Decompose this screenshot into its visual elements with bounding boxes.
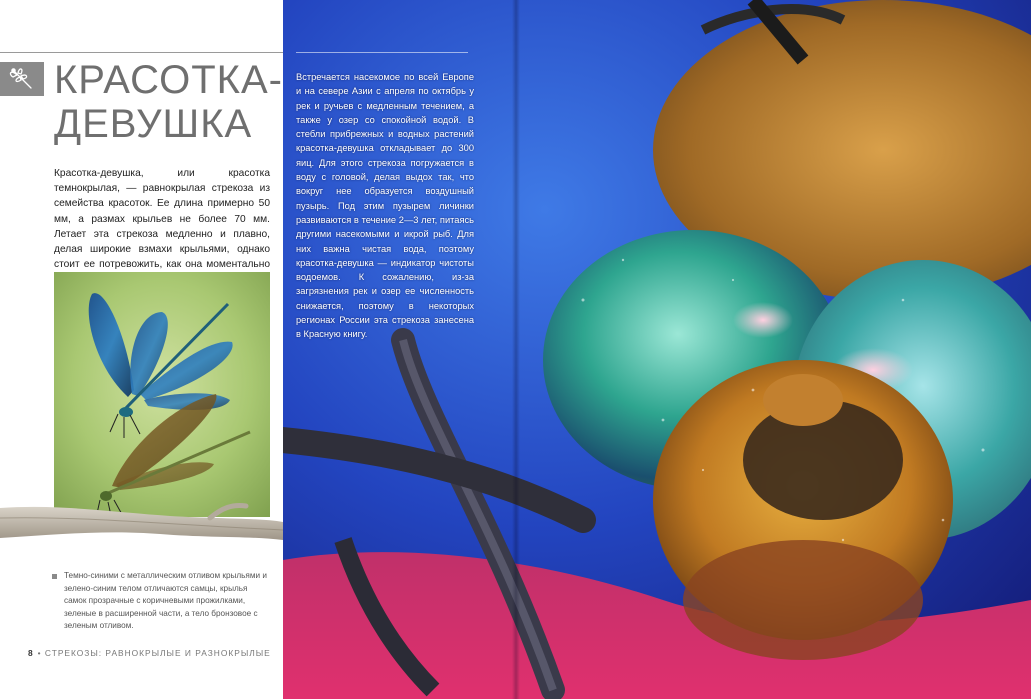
- page-number: 8: [28, 648, 34, 658]
- left-page: [0, 0, 283, 699]
- page-title: [54, 58, 283, 146]
- title-line-1: КРАСОТКА-: [54, 58, 283, 102]
- photo-caption: Темно-синими с металлическим отливом крыльями и зелено-синим телом отличаются самцы, крылья самок прозрачные с коричневыми прожилками, зеленые в расширенной части, а тело бронзовое с зеленым отливом.: [64, 571, 267, 631]
- spread-gutter: [512, 0, 520, 699]
- caption-bullet: [52, 574, 57, 579]
- intro-paragraph: Красотка-девушка, или красотка темнокрылая, — равнокрылая стрекоза из семейства красоток. Ее длина примерно 50 мм, а размах крыльев не более 70 мм. Летает эта стрекоза медленно и плавно, делая широкие взмахи крыльями, однако стоит ее потревожить, как она моментально: [54, 168, 270, 271]
- damselfly-photo: [0, 272, 283, 562]
- page-footer: [28, 648, 271, 658]
- column-rule: [296, 52, 468, 53]
- title-line-2: ДЕВУШКА: [54, 102, 253, 146]
- top-rule: [0, 52, 283, 53]
- dragonfly-icon: [7, 66, 37, 92]
- section-icon-box: [0, 62, 44, 96]
- body-paragraph: Встречается насекомое по всей Европе и на севере Азии с апреля по октябрь у рек и ручьев с медленным течением, а также у озер со спокойной водой. В стебли прибрежных и водных растений красотка-девушка откладывает до 300 яиц. Для этого стрекоза погружается в воду с головой, делая выдох так, что вокруг нее образуется воздушный пузырь. Под этим пузырем личинки развиваются в течение 2—3 лет, питаясь другими насекомыми и икрой рыб. Для них важна чистая вода, поэтому красотка-девушка — индикатор чистоты водоемов. К сожалению, из-за загрязнения рек и озер ее численность снижается, поэтому в некоторых регионах России эта стрекоза занесена в Красную книгу.: [296, 72, 474, 340]
- damselfly-illustration: [0, 272, 283, 562]
- running-head: • СТРЕКОЗЫ: РАВНОКРЫЛЫЕ И РАЗНОКРЫЛЫЕ: [37, 648, 271, 658]
